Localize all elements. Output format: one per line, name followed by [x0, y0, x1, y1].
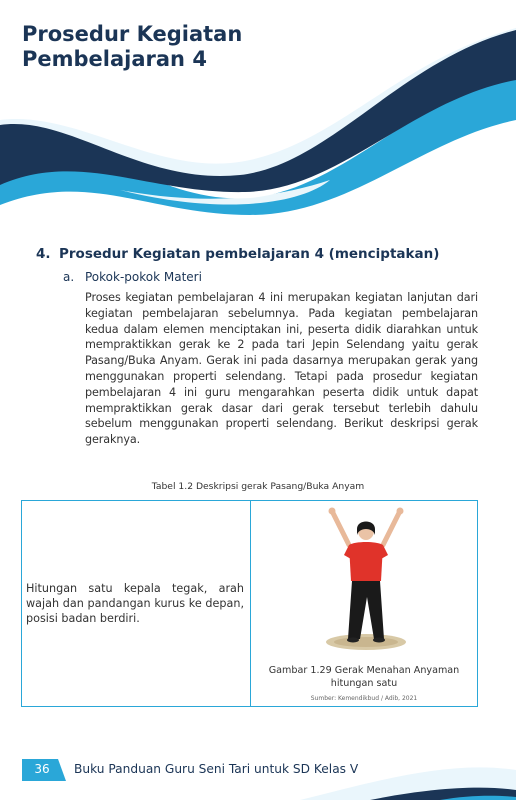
book-title: Buku Panduan Guru Seni Tari untuk SD Kelas V	[74, 762, 359, 776]
subsection-heading	[63, 270, 202, 284]
figure-caption	[251, 665, 477, 690]
section-number: 4.	[36, 246, 51, 262]
table-cell-description	[22, 501, 251, 706]
chapter-title-line1: Prosedur Kegiatan	[22, 22, 243, 46]
chapter-title-line2: Pembelajaran 4	[22, 47, 207, 71]
figure-caption-line2: hitungan satu	[330, 677, 398, 689]
movement-description: Hitungan satu kepala tegak, arah wajah dan pandangan kurus ke depan, posisi badan berdiri.	[26, 582, 244, 625]
dancer-figure-illustration	[311, 505, 421, 655]
subsection-letter: a.	[63, 270, 75, 284]
page-number: 36	[34, 762, 50, 776]
figure-caption-line1: Gambar 1.29 Gerak Menahan Anyaman	[268, 665, 460, 676]
subsection-title: Pokok-pokok Materi	[85, 270, 202, 284]
section-title: Prosedur Kegiatan pembelajaran 4 (menciptakan)	[59, 246, 440, 262]
body-paragraph: Proses kegiatan pembelajaran 4 ini merupakan kegiatan lanjutan dari kegiatan pembelajaran sebelumnya. Pada kegiatan pembelajaran kedua dalam elemen menciptakan ini, peserta didik diarahkan untuk mempraktikkan gerak ke 2 pada tari Jepin Selendang yaitu gerak Pasang/Buka Anyam. Gerak ini pada dasarnya merupakan gerak yang menggunakan properti selendang. Tetapi pada prosedur kegiatan pembelajaran 4 ini guru mengarahkan peserta didik untuk dapat mempraktikkan gerak dasar dari gerak tersebut terlebih dahulu sebelum menggunakan properti selendang. Berikut deskripsi gerak geraknya.	[85, 291, 478, 447]
table-caption: Tabel 1.2 Deskripsi gerak Pasang/Buka Anyam	[151, 481, 365, 492]
section-heading	[36, 246, 439, 262]
movement-description-table	[21, 500, 478, 707]
chapter-title	[22, 22, 242, 72]
table-cell-figure	[251, 501, 477, 706]
figure-source: Sumber: Kemendikbud / Adib, 2021	[310, 695, 418, 702]
